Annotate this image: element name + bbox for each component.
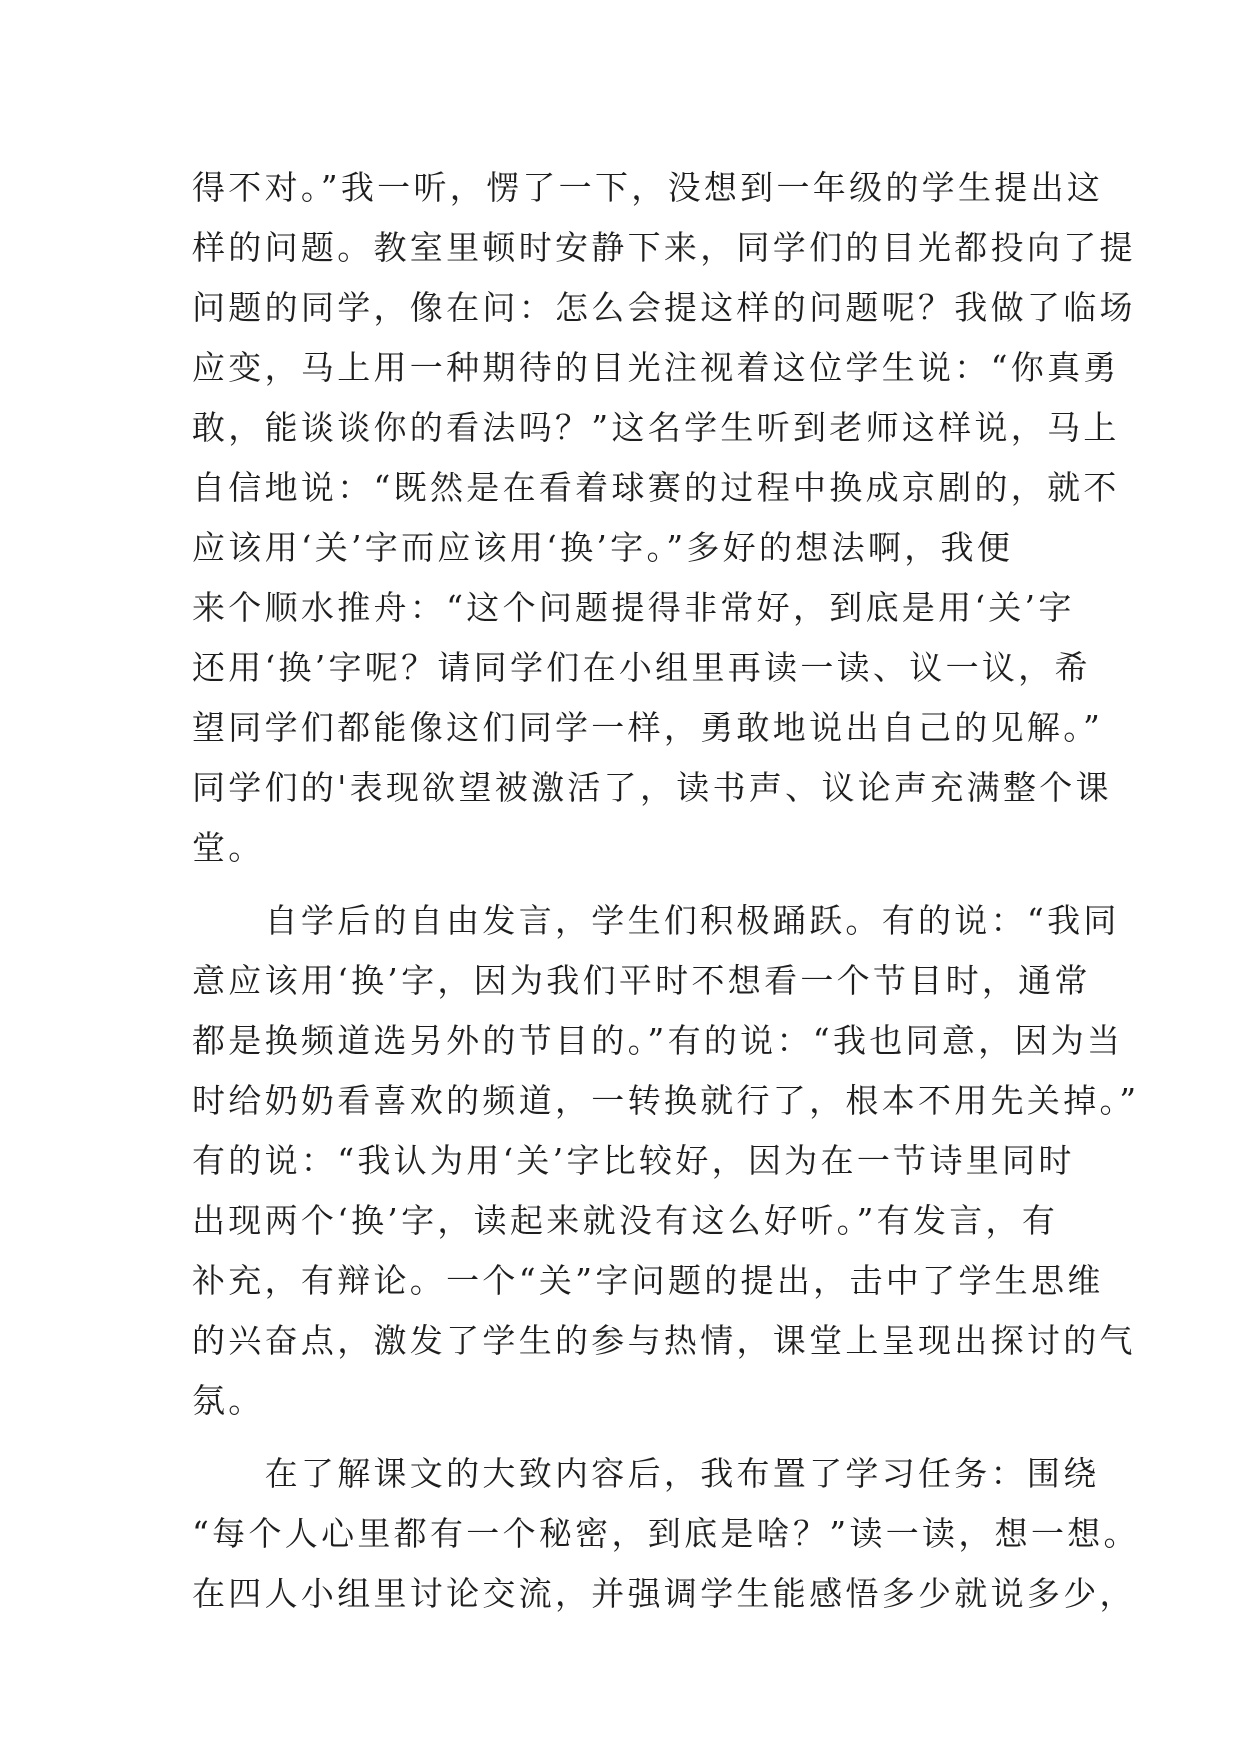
text-line: 自信地说：“既然是在看着球赛的过程中换成京剧的，就不 — [192, 468, 1120, 507]
text-line: 有的说：“我认为用‘关’字比较好，因为在一节诗里同时 — [192, 1141, 1075, 1180]
text-line: 的兴奋点，激发了学生的参与热情，课堂上呈现出探讨的气 — [192, 1321, 1136, 1360]
text-line: 问题的同学，像在问：怎么会提这样的问题呢？我做了临场 — [192, 288, 1136, 327]
text-line: 应该用‘关’字而应该用‘换’字。”多好的想法啊，我便 — [192, 528, 1014, 567]
paragraph-1 — [192, 158, 1136, 878]
paragraph-spacer — [192, 878, 1062, 891]
text-line: 时给奶奶看喜欢的频道，一转换就行了，根本不用先关掉。” — [192, 1081, 1140, 1120]
text-line: 还用‘换’字呢？请同学们在小组里再读一读、议一议，希 — [192, 648, 1091, 687]
text-line: 在了解课文的大致内容后，我布置了学习任务：围绕 — [192, 1454, 1100, 1493]
text-line: 意应该用‘换’字，因为我们平时不想看一个节目时，通常 — [192, 961, 1091, 1000]
text-line: 都是换频道选另外的节目的。”有的说：“我也同意，因为当 — [192, 1021, 1124, 1060]
text-line: 氛。 — [192, 1381, 265, 1420]
paragraph-3 — [192, 1444, 1140, 1624]
text-line: 在四人小组里讨论交流，并强调学生能感悟多少就说多少， — [192, 1574, 1136, 1613]
text-line: 得不对。”我一听，愣了一下，没想到一年级的学生提出这 — [192, 168, 1104, 207]
text-line: 望同学们都能像这们同学一样，勇敢地说出自己的见解。” — [192, 708, 1104, 747]
text-line: 出现两个‘换’字，读起来就没有这么好听。”有发言，有 — [192, 1201, 1059, 1240]
text-line: 补充，有辩论。一个“关”字问题的提出，击中了学生思维 — [192, 1261, 1104, 1300]
text-line: 同学们的'表现欲望被激活了，读书声、议论声充满整个课 — [192, 768, 1112, 807]
text-line: 来个顺水推舟：“这个问题提得非常好，到底是用‘关’字 — [192, 588, 1075, 627]
paragraph-2 — [192, 891, 1140, 1431]
text-line: 自学后的自由发言，学生们积极踊跃。有的说：“我同 — [192, 901, 1120, 940]
text-line: 样的问题。教室里顿时安静下来，同学们的目光都投向了提 — [192, 228, 1136, 267]
paragraph-spacer — [192, 1431, 1062, 1444]
text-line: 堂。 — [192, 828, 265, 867]
text-line: 敢，能谈谈你的看法吗？”这名学生听到老师这样说，马上 — [192, 408, 1120, 447]
text-line: “每个人心里都有一个秘密，到底是啥？”读一读，想一想。 — [192, 1514, 1140, 1553]
text-line: 应变，马上用一种期待的目光注视着这位学生说：“你真勇 — [192, 348, 1120, 387]
body-text — [192, 158, 1140, 1624]
